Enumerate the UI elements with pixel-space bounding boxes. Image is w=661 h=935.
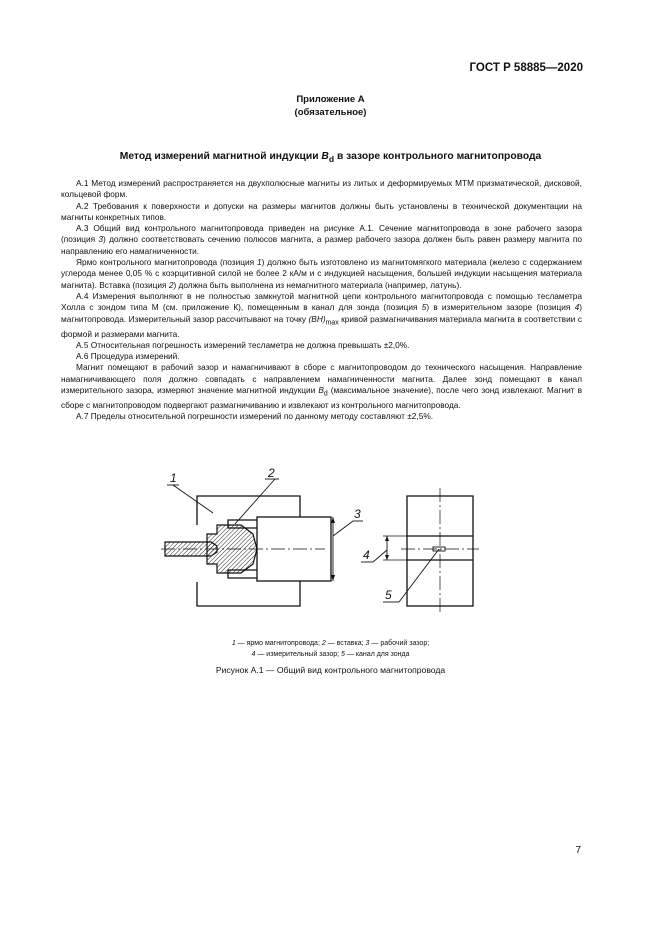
figure-legend	[0, 638, 661, 660]
a4-mid: ) в измерительном зазоре (позиция	[426, 302, 575, 313]
legend-t5: — канал для зонда	[344, 651, 410, 658]
magnet-b: B	[318, 385, 324, 395]
legend-n3: 3	[365, 640, 370, 647]
annex-heading	[0, 93, 661, 119]
magnet-2: (максимальное значение), после чего зонд извлекают. Магнит в сборе с магнитопроводом подвергают размагничиванию и извлекают из контрольного магнитопровода.	[61, 385, 582, 410]
paragraph-a2: А.2 Требования к поверхности и допуски на размеры магнитов должны быть установлены в технической документации на магниты конкретных типов.	[61, 200, 582, 222]
dim-4-arrow-bottom	[385, 555, 389, 560]
page-number: 7	[575, 845, 581, 856]
label-4: 4	[363, 548, 370, 562]
paragraph-yoke	[61, 257, 582, 291]
yoke-pos1: 1	[257, 257, 262, 268]
legend-n5: 5	[341, 651, 345, 658]
yoke-mid: ) должно быть изготовлено из магнитомягкого материала (железо с содержанием углерода менее 0,05 % с коэрцитивной силой не более 2 кА/м и с индукцией насыщения, большей индукции насыщения материала магнита). Вставка (позиция	[61, 257, 582, 290]
body-text	[61, 178, 582, 423]
title-sub: d	[328, 154, 335, 165]
paragraph-a4	[61, 291, 582, 340]
yoke-pos2: 2	[168, 279, 174, 290]
legend-n2: 2	[321, 640, 326, 647]
yoke-post: ) должна быть выполнена из немагнитного материала (например, латунь).	[173, 279, 462, 290]
legend-t4: — измерительный зазор;	[255, 651, 342, 658]
yoke-pre: Ярмо контрольного магнитопровода (позиция	[76, 257, 257, 268]
label-5: 5	[385, 588, 392, 602]
a4-mid2: ) магнитопровода. Измерительный зазор рассчитывают на точку	[61, 302, 582, 324]
a3-pos: 3	[98, 234, 104, 245]
leader-3	[333, 521, 353, 536]
title-post: в зазоре контрольного магнитопровода	[334, 151, 542, 162]
legend-line-2	[0, 649, 661, 660]
title-pre: Метод измерений магнитной индукции	[119, 151, 322, 162]
a4-bh: (BH)	[308, 313, 326, 324]
right-view	[361, 488, 479, 614]
paragraph-a6: А.6 Процедура измерений.	[76, 351, 180, 362]
legend-line-1	[0, 638, 661, 649]
paragraph-a3	[61, 223, 582, 257]
label-2: 2	[268, 468, 275, 480]
figure-title: Рисунок А.1 — Общий вид контрольного магнитопровода	[215, 665, 446, 675]
annex-title: Приложение А	[296, 94, 365, 105]
magnet-1: Магнит помещают в рабочий зазор и намагничивают в сборе с магнитопроводом до технического насыщения. Направление намагничивающего поля должно совпадать с направлением намагниченности магнита. Далее зонд помещают в канал измерительного зазора, измеряют значение магнитной индукции	[61, 362, 582, 395]
left-view	[161, 479, 363, 606]
label-3: 3	[354, 507, 361, 521]
paragraph-magnet	[61, 362, 582, 411]
paragraph-a1: А.1 Метод измерений распространяется на двухполюсные магниты из литых и деформируемых МТМ призматической, дисковой, кольцевой форм.	[61, 178, 582, 200]
paragraph-a7: А.7 Пределы относительной погрешности измерений по данному методу составляют ±2,5%.	[76, 411, 434, 422]
a4-pos5: 5	[421, 302, 427, 313]
a4-bh-sub: max	[325, 319, 339, 327]
a4-post: кривой размагничивания материала магнита в соответствии с формой и размерами магнита.	[61, 313, 582, 339]
legend-n4: 4	[251, 651, 256, 658]
legend-t1: — ярмо магнитопровода;	[235, 640, 322, 647]
leader-1	[173, 485, 213, 513]
leader-5	[399, 549, 439, 602]
section-title	[0, 151, 661, 164]
title-symbol: B	[321, 151, 329, 162]
legend-n1: 1	[231, 640, 236, 647]
label-1: 1	[170, 471, 177, 485]
a3-pre: А.3 Общий вид контрольного магнитопровода приведен на рисунке А.1. Сечение магнитопровода в зоне рабочего зазора (позиция	[61, 223, 582, 245]
legend-t2: — вставка;	[325, 640, 366, 647]
legend-t3: — рабочий зазор;	[369, 640, 430, 647]
magnet-sub: d	[323, 390, 328, 398]
paragraph-a5: А.5 Относительная погрешность измерений тесламетра не должна превышать ±2,0%.	[76, 339, 410, 350]
a4-pos4: 4	[574, 302, 580, 313]
annex-status: (обязательное)	[294, 107, 367, 118]
a4-pre: А.4 Измерения выполняют в не полностью замкнутой магнитной цепи контрольного магнитопровода с помощью тесламетра Холла с зондом типа М (см. приложение К), помещенным в канал для зонда (позиция	[61, 290, 582, 313]
figure-drawing	[155, 468, 515, 618]
a3-post: ) должно соответствовать сечению полюсов магнита, а размер рабочего зазора должен быть равен размеру магнита по направлению его намагниченности.	[61, 234, 582, 256]
dim-4-arrow-top	[385, 536, 389, 541]
standard-number: ГОСТ Р 58885—2020	[469, 62, 583, 74]
